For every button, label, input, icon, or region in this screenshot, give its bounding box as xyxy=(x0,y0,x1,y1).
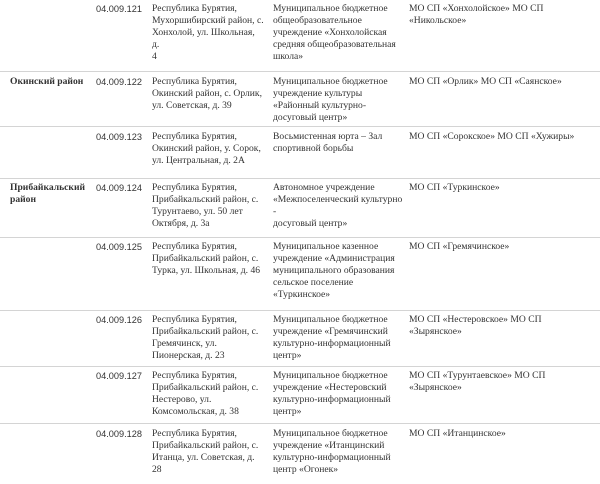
table-row xyxy=(0,310,600,367)
address-cell: Республика Бурятия, Прибайкальский район, с. Гремячинск, ул. Пионерская, д. 23 xyxy=(152,314,259,361)
table-row xyxy=(0,178,600,238)
address-cell: Республика Бурятия, Прибайкальский район, с. Турунтаево, ул. 50 лет Октября, д. 3а xyxy=(152,182,259,229)
address-cell: Республика Бурятия, Окинский район, у. Сорок, ул. Центральная, д. 2А xyxy=(152,131,261,166)
address-cell: Республика Бурятия, Окинский район, с. Орлик, ул. Советская, д. 39 xyxy=(152,76,262,111)
table-row xyxy=(0,423,600,484)
municipality-cell: МО СП «Орлик» МО СП «Саянское» xyxy=(409,76,562,87)
code-cell: 04.009.126 xyxy=(96,315,142,325)
district-cell: Окинский район xyxy=(10,76,84,87)
municipality-cell: МО СП «Турунтаевское» МО СП «Зырянское» xyxy=(409,370,546,393)
code-cell: 04.009.124 xyxy=(96,183,142,193)
table-row xyxy=(0,366,600,424)
table-row xyxy=(0,237,600,311)
organization-cell: Муниципальное бюджетное учреждение «Итанцинский культурно-информационный центр «Огонек» xyxy=(273,428,391,475)
organization-cell: Муниципальное бюджетное учреждение «Нестеровский культурно-информационный центр» xyxy=(273,370,391,417)
code-cell: 04.009.127 xyxy=(96,371,142,381)
organization-cell: Автономное учреждение «Межпоселенческий культурно - досуговый центр» xyxy=(273,182,403,229)
municipality-cell: МО СП «Гремячинское» xyxy=(409,241,510,252)
address-cell: Республика Бурятия, Прибайкальский район, с. Турка, ул. Школьная, д. 46 xyxy=(152,241,261,276)
table-row xyxy=(0,126,600,177)
municipality-cell: МО СП «Нестеровское» МО СП «Зырянское» xyxy=(409,314,542,337)
code-cell: 04.009.125 xyxy=(96,242,142,252)
organization-cell: Муниципальное бюджетное учреждение «Гремячинский культурно-информационный центр» xyxy=(273,314,391,361)
municipality-cell: МО СП «Итанцинское» xyxy=(409,428,506,439)
address-cell: Республика Бурятия, Прибайкальский район, с. Нестерово, ул. Комсомольская, д. 38 xyxy=(152,370,259,417)
municipality-cell: МО СП «Туркинское» xyxy=(409,182,500,193)
municipality-cell: МО СП «Сорокское» МО СП «Хужиры» xyxy=(409,131,575,142)
code-cell: 04.009.121 xyxy=(96,4,142,14)
address-cell: Республика Бурятия, Прибайкальский район, с. Итанца, ул. Советская, д. 28 xyxy=(152,428,259,475)
address-cell: Республика Бурятия, Мухоршибирский район, с. Хонхолой, ул. Школьная, д. 4 xyxy=(152,3,264,62)
organization-cell: Муниципальное казенное учреждение «Администрация муниципального образования сельское поселение «Туркинское» xyxy=(273,241,395,300)
code-cell: 04.009.123 xyxy=(96,132,142,142)
code-cell: 04.009.122 xyxy=(96,77,142,87)
organization-cell: Муниципальное бюджетное учреждение культуры «Районный культурно- досуговый центр» xyxy=(273,76,388,123)
table-row xyxy=(0,3,600,69)
organization-cell: Восьмистенная юрта – Зал спортивной борьбы xyxy=(273,131,383,154)
code-cell: 04.009.128 xyxy=(96,429,142,439)
municipality-cell: МО СП «Хонхолойское» МО СП «Никольское» xyxy=(409,3,544,26)
organization-cell: Муниципальное бюджетное общеобразовательное учреждение «Хонхолойская средняя общеобразовательная школа» xyxy=(273,3,396,62)
district-cell: Прибайкальский район xyxy=(10,182,86,205)
table-row xyxy=(0,71,600,125)
